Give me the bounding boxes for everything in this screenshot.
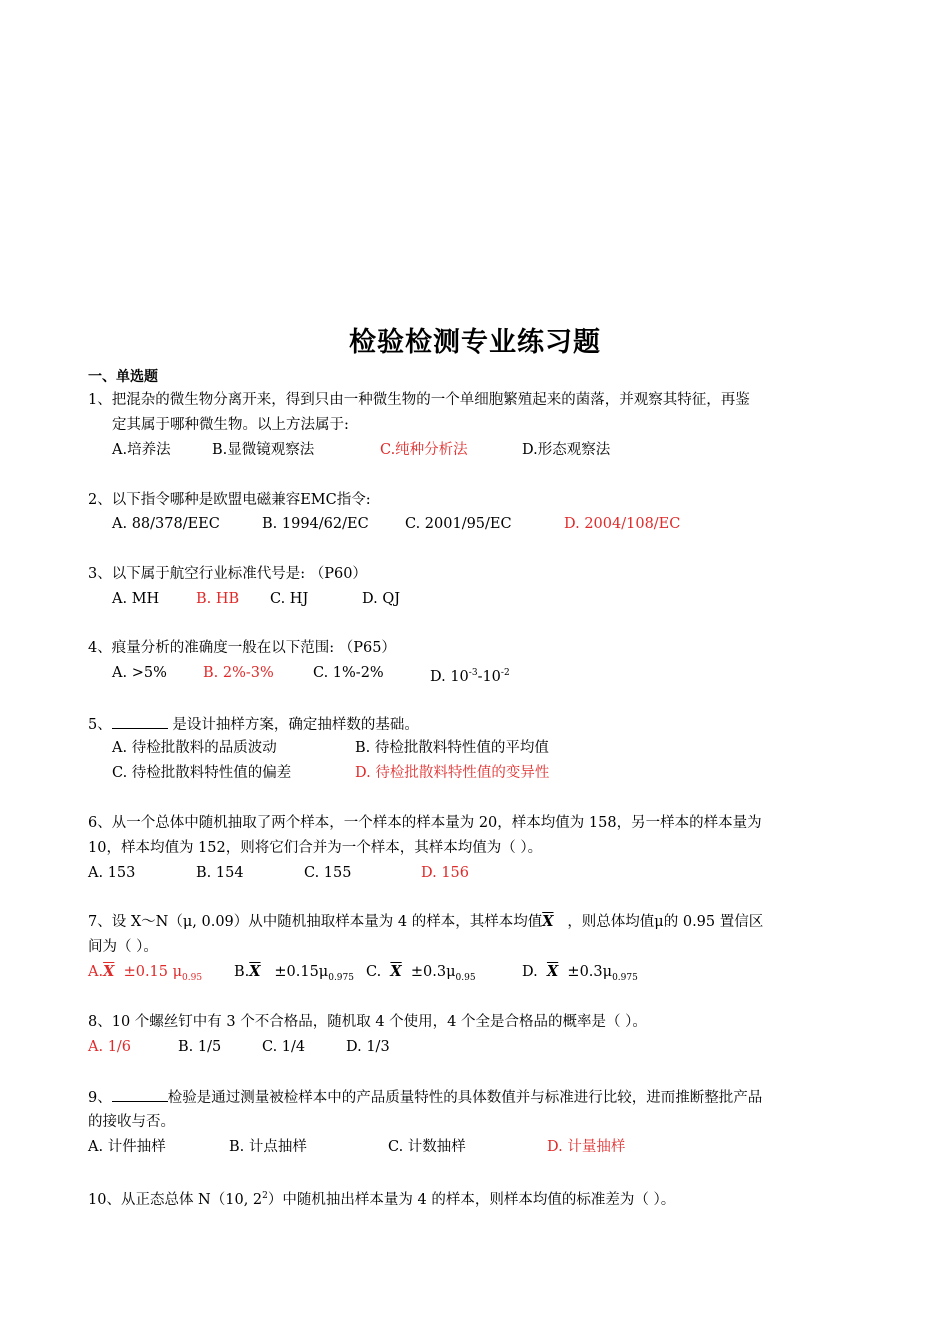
question-5-line-1: 5、 是设计抽样方案，确定抽样数的基础。 [88, 714, 419, 735]
q4-option-d: D. $10^{-3}-10^{-2}$ [430, 668, 510, 685]
q7-option-a-answer: $A.\overline{X} \pm 0.15$ $\mu_{0.95}$ [88, 963, 203, 983]
x-bar-symbol: $\overline{X}$ [542, 913, 554, 930]
question-7-line-1: 7、设 X～N（μ, 0.09）从中随机抽取样本量为 4 的样本，其样本均值$\overline{X}$ ，则总体均值μ的 0.95 置信区 [88, 913, 764, 930]
q5-option-d-answer: D. 待检批散料特性值的变异性 [355, 765, 550, 781]
q6-option-b: B. 154 [196, 865, 244, 881]
q4-option-b-answer: B. 2%-3% [203, 665, 274, 681]
question-4-line-1: 4、痕量分析的准确度一般在以下范围: （P65） [88, 640, 396, 656]
q4-option-a: A. >5% [112, 665, 167, 681]
q1-option-b: B.显微镜观察法 [212, 442, 315, 458]
q1-option-a: A.培养法 [112, 442, 171, 458]
q6-option-c: C. 155 [304, 865, 352, 881]
question-9-line-1: 9、 检验是通过测量被检样本中的产品质量特性的具体数值并与标准进行比较，进而推断整批产品 [88, 1087, 762, 1108]
q2-option-b: B. 1994/62/EC [262, 516, 369, 532]
question-6-line-2: 10，样本均值为 152，则将它们合并为一个样本，其样本均值为（ ）。 [88, 840, 543, 856]
answer-blank [112, 714, 168, 729]
question-1-line-1: 1、把混杂的微生物分离开来，得到只由一种微生物的一个单细胞繁殖起来的菌落，并观察其特征，再鉴 [88, 392, 750, 408]
q7-option-b: $B.\overline{X}$ $\pm 0.15\mu_{0.975}$ [234, 963, 354, 983]
question-1-line-2: 定其属于哪种微生物。以上方法属于: [112, 417, 349, 433]
q9-option-d-answer: D. 计量抽样 [547, 1139, 626, 1155]
q3-option-b-answer: B. HB [196, 591, 240, 607]
q1-option-c-answer: C.纯种分析法 [380, 442, 468, 458]
q6-option-a: A. 153 [88, 865, 136, 881]
question-6-line-1: 6、从一个总体中随机抽取了两个样本，一个样本的样本量为 20，样本均值为 158，另一样本的样本量为 [88, 815, 762, 831]
q9-option-c: C. 计数抽样 [388, 1139, 466, 1155]
q3-option-c: C. HJ [270, 591, 309, 607]
q8-option-c: C. 1/4 [262, 1039, 306, 1055]
q5-option-b: B. 待检批散料特性值的平均值 [355, 740, 549, 756]
question-8-line-1: 8、10 个螺丝钉中有 3 个不合格品，随机取 4 个使用，4 个全是合格品的概率是（ ）。 [88, 1014, 647, 1030]
q3-option-a: A. MH [112, 591, 160, 607]
page-title: 检验检测专业练习题 [349, 327, 601, 358]
q2-option-a: A. 88/378/EEC [112, 516, 220, 532]
question-2-line-1: 2、以下指令哪种是欧盟电磁兼容EMC指令: [88, 492, 371, 508]
q8-option-d: D. 1/3 [346, 1039, 390, 1055]
question-3-line-1: 3、以下属于航空行业标准代号是: （P60） [88, 566, 367, 582]
q7-option-d: D. $\overline{X} \pm 0.3\mu_{0.975}$ [522, 963, 638, 983]
q8-option-a-answer: A. 1/6 [88, 1039, 132, 1055]
q5-option-a: A. 待检批散料的品质波动 [112, 740, 277, 756]
q7-option-c: C. $\overline{X} \pm 0.3\mu_{0.95}$ [366, 963, 476, 983]
question-10-line-1: 10、从正态总体 N（10, $2^2$）中随机抽出样本量为 4 的样本，则样本均值的标准差为（ ）。 [88, 1191, 676, 1208]
answer-blank [112, 1087, 168, 1102]
q2-option-c: C. 2001/95/EC [405, 516, 512, 532]
q9-option-b: B. 计点抽样 [229, 1139, 307, 1155]
q4-option-c: C. 1%-2% [313, 665, 384, 681]
q1-option-d: D.形态观察法 [522, 442, 611, 458]
q2-option-d-answer: D. 2004/108/EC [564, 516, 681, 532]
question-9-line-2: 的接收与否。 [88, 1114, 175, 1130]
question-7-line-2: 间为（ ）。 [88, 939, 158, 955]
q3-option-d: D. QJ [362, 591, 401, 607]
q9-option-a: A. 计件抽样 [88, 1139, 166, 1155]
section-heading: 一、单选题 [88, 369, 158, 385]
q5-option-c: C. 待检批散料特性值的偏差 [112, 765, 292, 781]
q6-option-d-answer: D. 156 [421, 865, 470, 881]
q8-option-b: B. 1/5 [178, 1039, 222, 1055]
